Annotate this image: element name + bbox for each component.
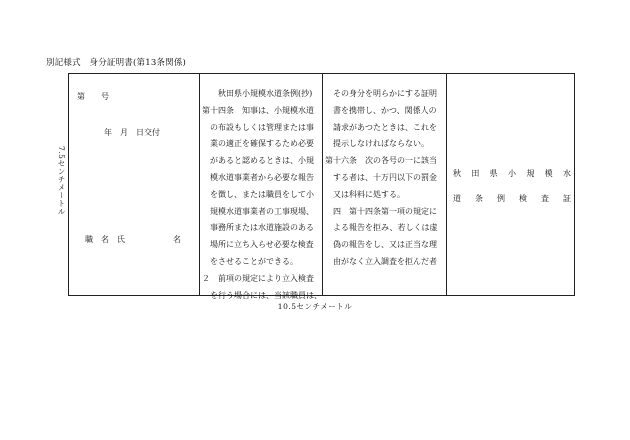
title-char: 田 (471, 169, 480, 178)
text-line: 提示しなければならない。 (325, 139, 429, 149)
id-card (68, 73, 575, 300)
text-line: 場所に立ち入らせ必要な検査 (202, 240, 314, 250)
height-dimension-label: 7.5センチメートル (57, 146, 66, 216)
text-line: 事務所または水道施設のある (202, 223, 314, 233)
title-char: 秋 (453, 169, 461, 178)
title-char: 規 (526, 169, 535, 178)
title-char: 道 (453, 194, 461, 203)
form-caption: 別記様式 身分証明書(第13条関係) (46, 58, 187, 68)
column-divider-3 (446, 74, 447, 295)
text-line: その身分を明らかにする証明 (325, 89, 437, 98)
title-char: 県 (489, 169, 498, 178)
ordinance-excerpt-column-2 (325, 86, 437, 271)
staff-name-label: 職 名 氏 名 (85, 235, 181, 244)
text-line: 請求があつたときは、これを (325, 122, 437, 132)
text-line: があると認めるときは、小規 (202, 156, 314, 166)
text-line: 四 第十四条第一項の規定に (325, 206, 437, 216)
text-line: 書を携帯し、かつ、関係人の (325, 105, 437, 115)
title-char: 模 (544, 169, 553, 178)
title-char: 査 (541, 194, 549, 203)
text-line: よる報告を拒み、若しくは虚 (325, 223, 438, 233)
number-label: 第 号 (77, 92, 109, 101)
title-char: 例 (497, 194, 505, 203)
column-divider-2 (322, 74, 323, 295)
title-char: 検 (519, 194, 527, 203)
text-line: 業の適正を確保するため必要 (202, 139, 314, 149)
text-line: を徴し、または職員をして小 (202, 189, 314, 199)
text-line: ２ 前項の規定により立入検査 (202, 273, 314, 283)
ordinance-excerpt-column-1 (202, 86, 322, 304)
text-line: 第十四条 知事は、小規模水道 (202, 105, 314, 115)
title-char: 小 (507, 169, 516, 178)
text-line: 偽の報告をし、又は正当な理 (325, 240, 437, 250)
column-divider-1 (199, 74, 200, 295)
text-line: をさせることができる。 (202, 256, 298, 266)
title-char: 条 (475, 194, 483, 203)
text-line: 由がなく立入調査を拒んだ者 (325, 256, 437, 266)
text-line: 模水道事業者から必要な報告 (202, 172, 314, 182)
text-line: 秋田県小規模水道条例(抄) (202, 89, 313, 98)
text-line: の布設もしくは管理または事 (202, 122, 314, 132)
issue-date: 年 月 日交付 (104, 128, 160, 137)
width-dimension-label: 10.5センチメートル (277, 302, 353, 311)
text-line: する者は、十万円以下の罰金 (325, 172, 437, 182)
title-char: 水 (562, 169, 571, 178)
card-title-line-2 (453, 193, 571, 204)
text-line: 第十六条 次の各号の一に該当 (325, 156, 437, 166)
text-line: を行う場合には、当該職員は、 (202, 290, 322, 300)
text-line: 規模水道事業者の工事現場、 (202, 206, 314, 216)
card-title-line-1 (453, 168, 571, 179)
text-line: 又は科料に処する。 (325, 189, 405, 199)
title-char: 証 (563, 194, 571, 203)
